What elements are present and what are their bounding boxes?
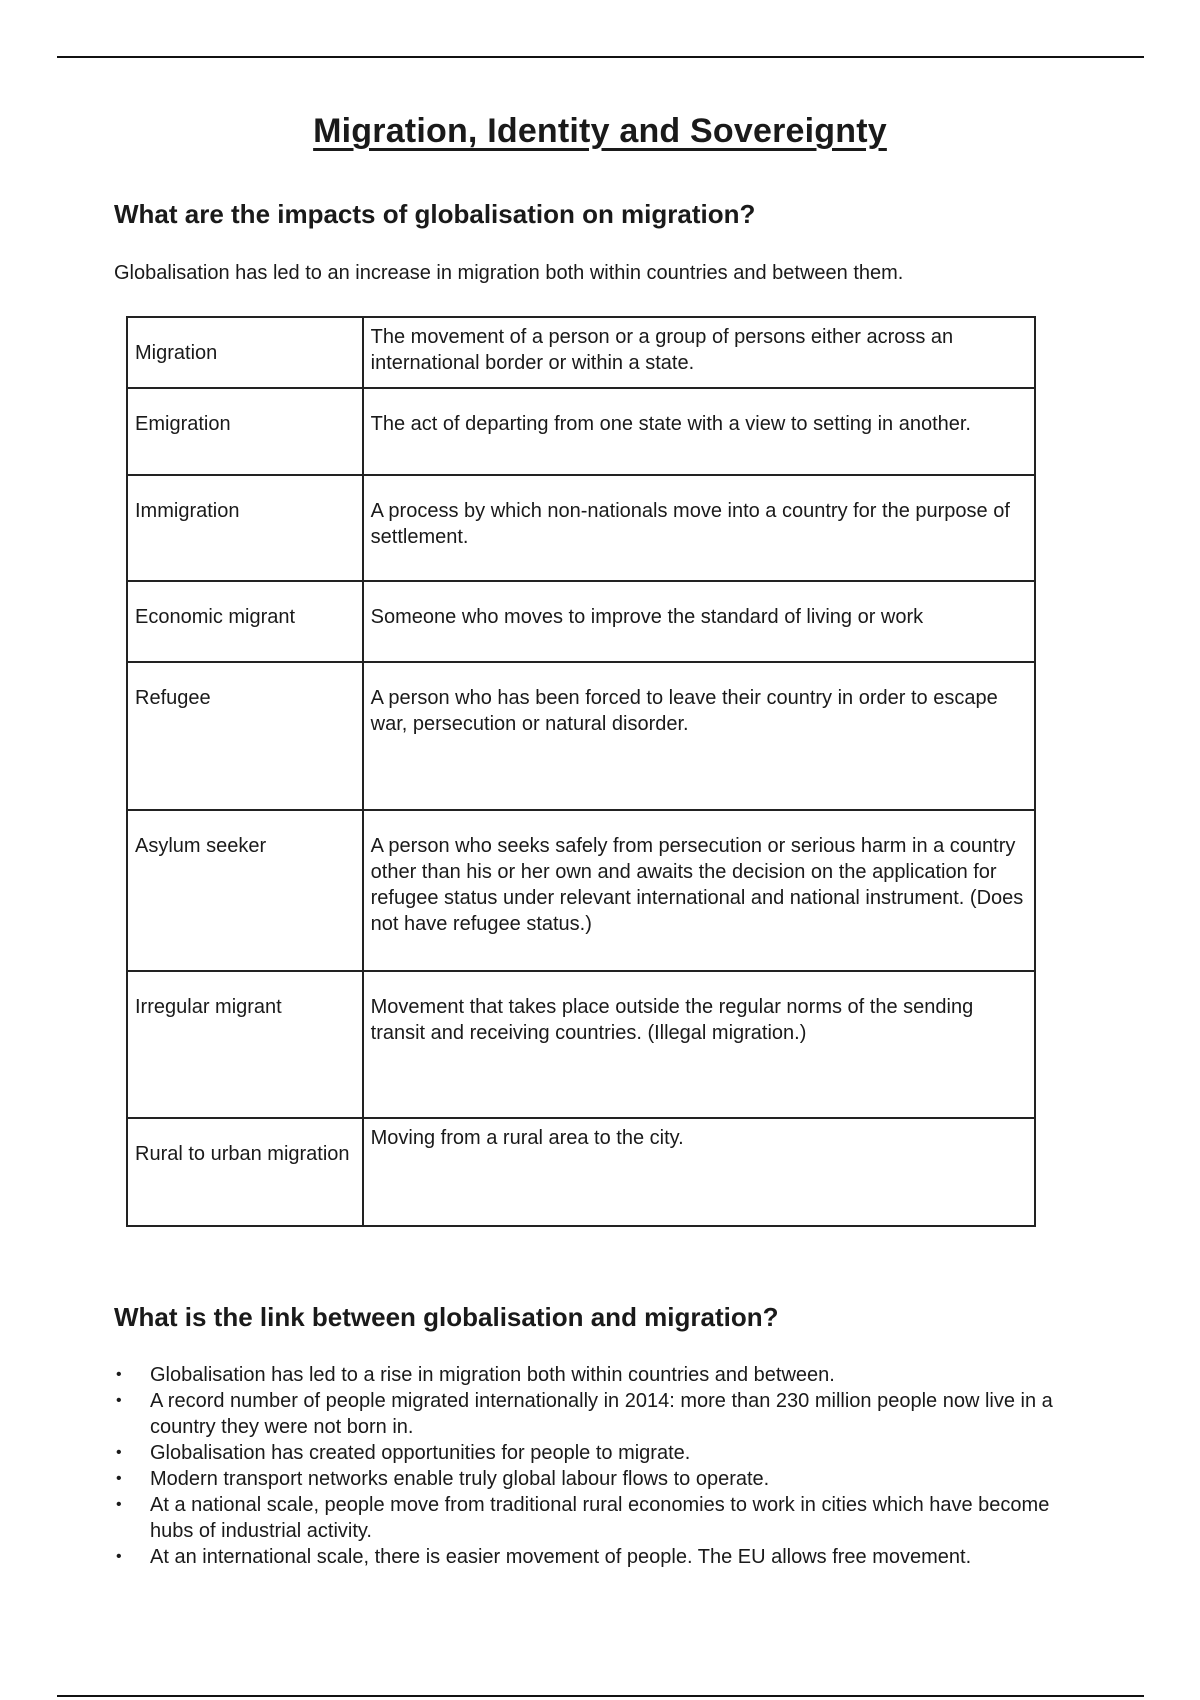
definition-cell: The movement of a person or a group of persons either across an international border or within a state. (363, 317, 1035, 388)
bullet-icon: • (116, 1470, 122, 1487)
list-item (114, 1544, 1094, 1570)
section-heading-link: What is the link between globalisation and migration? (114, 1302, 779, 1332)
page-title: Migration, Identity and Sovereignty (313, 112, 887, 150)
top-rule (57, 56, 1144, 58)
table-row (127, 317, 1035, 388)
list-item (114, 1362, 1094, 1388)
definitions-table (126, 316, 1036, 1227)
intro-paragraph: Globalisation has led to an increase in migration both within countries and between them. (114, 262, 904, 284)
term-cell: Migration (127, 317, 363, 388)
bullet-icon: • (116, 1366, 122, 1383)
table-row (127, 581, 1035, 662)
bullet-icon: • (116, 1548, 122, 1565)
list-item-text: Globalisation has led to a rise in migration both within countries and between. (150, 1364, 835, 1386)
definition-cell: A person who seeks safely from persecution or serious harm in a country other than his or her own and awaits the decision on the application for refugee status under relevant international and national instrument. (Does not have refugee status.) (363, 810, 1035, 971)
bullet-list (114, 1362, 1094, 1570)
list-item-text: At a national scale, people move from traditional rural economies to work in cities which have become hubs of industrial activity. (150, 1494, 1050, 1542)
list-item-text: A record number of people migrated internationally in 2014: more than 230 million people now live in a country they were not born in. (150, 1390, 1053, 1438)
definition-cell: The act of departing from one state with a view to setting in another. (363, 388, 1035, 475)
term-cell: Rural to urban migration (127, 1118, 363, 1226)
table-row (127, 388, 1035, 475)
term-cell: Asylum seeker (127, 810, 363, 971)
term-cell: Refugee (127, 662, 363, 810)
definition-cell: A person who has been forced to leave their country in order to escape war, persecution or natural disorder. (363, 662, 1035, 810)
list-item-text: Modern transport networks enable truly global labour flows to operate. (150, 1468, 770, 1490)
bullet-icon: • (116, 1392, 122, 1409)
definition-cell: Moving from a rural area to the city. (363, 1118, 1035, 1226)
list-item-text: Globalisation has created opportunities for people to migrate. (150, 1442, 691, 1464)
table-row (127, 475, 1035, 581)
section-heading-impacts: What are the impacts of globalisation on migration? (114, 199, 756, 229)
table-row (127, 662, 1035, 810)
table-row (127, 971, 1035, 1118)
bottom-rule (57, 1695, 1144, 1697)
list-item (114, 1466, 1094, 1492)
term-cell: Irregular migrant (127, 971, 363, 1118)
list-item (114, 1388, 1094, 1440)
term-cell: Emigration (127, 388, 363, 475)
definition-cell: Someone who moves to improve the standard of living or work (363, 581, 1035, 662)
table-row (127, 810, 1035, 971)
bullet-icon: • (116, 1496, 122, 1513)
list-item (114, 1440, 1094, 1466)
term-cell: Immigration (127, 475, 363, 581)
table-row (127, 1118, 1035, 1226)
definition-cell: A process by which non-nationals move into a country for the purpose of settlement. (363, 475, 1035, 581)
list-item-text: At an international scale, there is easier movement of people. The EU allows free movement. (150, 1546, 972, 1568)
bullet-icon: • (116, 1444, 122, 1461)
term-cell: Economic migrant (127, 581, 363, 662)
list-item (114, 1492, 1094, 1544)
definition-cell: Movement that takes place outside the regular norms of the sending transit and receiving countries. (Illegal migration.) (363, 971, 1035, 1118)
